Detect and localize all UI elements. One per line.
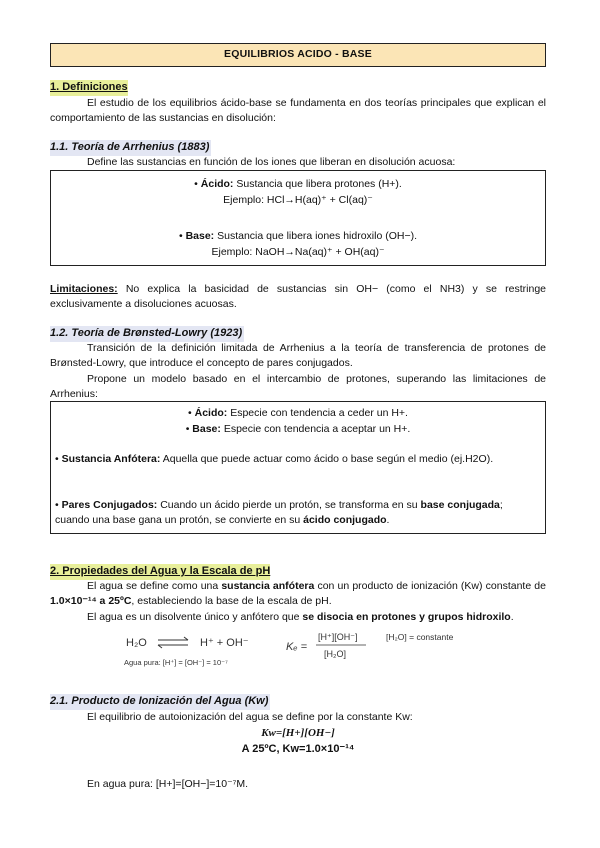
conjugate-pairs-end: .	[386, 514, 390, 527]
amphoteric-text: Aquella que puede actuar como ácido o base según el medio (ej.H2O).	[162, 453, 494, 465]
eq-pure-water: Agua pura: [H⁺] = [OH⁻] = 10⁻⁷	[124, 658, 228, 667]
water-paragraph-1	[50, 579, 546, 609]
bronsted-acid-line: • Ácido: Especie con tendencia a ceder un H+.	[188, 407, 408, 419]
bronsted-p1: Transición de la definición limitada de Arrhenius a la teoría de transferencia de protones de Brønsted-Lowry, que introduce el concepto de pares conjugados.	[50, 342, 546, 370]
water-p1-amphoteric: sustancia anfótera	[221, 580, 315, 592]
heading-water-ph: 2. Propiedades del Agua y la Escala de pH	[50, 564, 270, 580]
conjugate-base-term: base conjugada	[420, 499, 500, 511]
limitations-label: Limitaciones:	[50, 283, 118, 295]
eq-denominator: [H₂O]	[324, 649, 346, 659]
bronsted-base-line: • Base: Especie con tendencia a aceptar un H+.	[185, 423, 411, 435]
arrhenius-definitions-box	[50, 170, 546, 266]
arrhenius-acid-example: Ejemplo: HCl→H(aq)⁺ + Cl(aq)⁻	[223, 194, 373, 206]
arrhenius-limitations	[50, 282, 546, 312]
equilibrium-arrows-icon	[158, 637, 188, 648]
amphoteric-label: Sustancia Anfótera:	[61, 453, 161, 465]
water-p1-e: , estableciendo la base de la escala de pH.	[131, 595, 332, 608]
amphoteric-line: • Sustancia Anfótera: Aquella que puede actuar como ácido o base según el medio (ej.H2O).	[55, 453, 494, 465]
water-p2-c: .	[510, 611, 514, 623]
eq-constant-note: [H₂O] = constante	[386, 632, 454, 642]
heading-bronsted: 1.2. Teoría de Brønsted-Lowry (1923)	[50, 326, 244, 342]
eq-numerator: [H⁺][OH⁻]	[318, 632, 358, 642]
kw-at-25c: A 25ºC, Kw=1.0×10⁻¹⁴	[241, 743, 355, 755]
eq-left: H₂O	[126, 637, 147, 649]
arrhenius-base-text: Sustancia que libera iones hidroxilo (OH−).	[217, 230, 418, 242]
water-paragraph-2	[50, 610, 546, 625]
arrhenius-acid-line: • Ácido: Sustancia que libera protones (H+).	[194, 178, 402, 190]
bronsted-acid-label: Ácido:	[194, 407, 228, 419]
arrhenius-intro: Define las sustancias en función de los iones que liberan en disolución acuosa:	[87, 156, 456, 168]
arrhenius-base-line: • Base: Sustancia que libera iones hidroxilo (OH−).	[178, 230, 418, 242]
arrhenius-base-example: Ejemplo: NaOH→Na(aq)⁺ + OH(aq)⁻	[211, 246, 385, 258]
bronsted-definitions-box	[50, 401, 546, 534]
water-p1-kw-value: 1.0×10⁻¹⁴ a 25ºC	[50, 595, 132, 608]
conjugate-pairs-label: Pares Conjugados:	[61, 499, 158, 511]
water-p1-c: con un producto de ionización (Kw) constante de	[317, 580, 546, 592]
document-title: EQUILIBRIOS ACIDO - BASE	[224, 48, 372, 61]
conjugate-pairs-line: • Pares Conjugados: Cuando un ácido pierde un protón, se transforma en su base conjugada; cuando una base gana un protón, se convierte en su ácido conjugado.	[55, 499, 503, 527]
eq-right: H⁺ + OH⁻	[200, 637, 249, 649]
bronsted-base-text: Especie con tendencia a aceptar un H+.	[223, 423, 411, 435]
document-title-box	[50, 43, 546, 67]
arrhenius-acid-label: Ácido:	[200, 178, 234, 190]
heading-kw: 2.1. Producto de Ionización del Agua (Kw)	[50, 694, 270, 710]
eq-k-label: Kₑ =	[286, 641, 308, 653]
arrhenius-base-label: Base:	[185, 230, 215, 242]
heading-arrhenius: 1.1. Teoría de Arrhenius (1883)	[50, 140, 211, 156]
water-p1-a: El agua se define como una	[87, 580, 219, 592]
bronsted-p2: Propone un modelo basado en el intercambio de protones, superando las limitaciones de Arrhenius:	[50, 373, 546, 401]
limitations-text: No explica la basicidad de sustancias sin OH− (como el NH3) y se restringe exclusivamente a disoluciones acuosas.	[50, 283, 546, 311]
conjugate-pairs-text-1: Cuando un ácido pierde un protón, se transforma en su	[160, 499, 418, 511]
kw-intro: El equilibrio de autoionización del agua se define por la constante Kw:	[87, 711, 413, 723]
bronsted-base-label: Base:	[192, 423, 221, 435]
water-p2-a: El agua es un disolvente único y anfótero que	[87, 611, 300, 623]
definiciones-intro: El estudio de los equilibrios ácido-base se fundamenta en dos teorías principales que explican el comportamiento de las sustancias en disolución:	[50, 97, 546, 125]
water-equilibrium-equation-image	[118, 627, 478, 672]
conjugate-pairs-text-2: ; cuando una base gana un protón, se convierte en su	[55, 499, 503, 527]
kw-pure-water: En agua pura: [H+]=[OH−]=10⁻⁷M.	[87, 778, 249, 790]
conjugate-acid-term: ácido conjugado	[303, 514, 387, 527]
kw-formula: Kw=[H+][OH−]	[261, 727, 335, 739]
water-p2-dissociation: se disocia en protones y grupos hidroxilo	[302, 611, 511, 623]
heading-definiciones: 1. Definiciones	[50, 80, 128, 96]
bronsted-acid-text: Especie con tendencia a ceder un H+.	[230, 407, 408, 419]
arrhenius-acid-text: Sustancia que libera protones (H+).	[236, 178, 402, 190]
